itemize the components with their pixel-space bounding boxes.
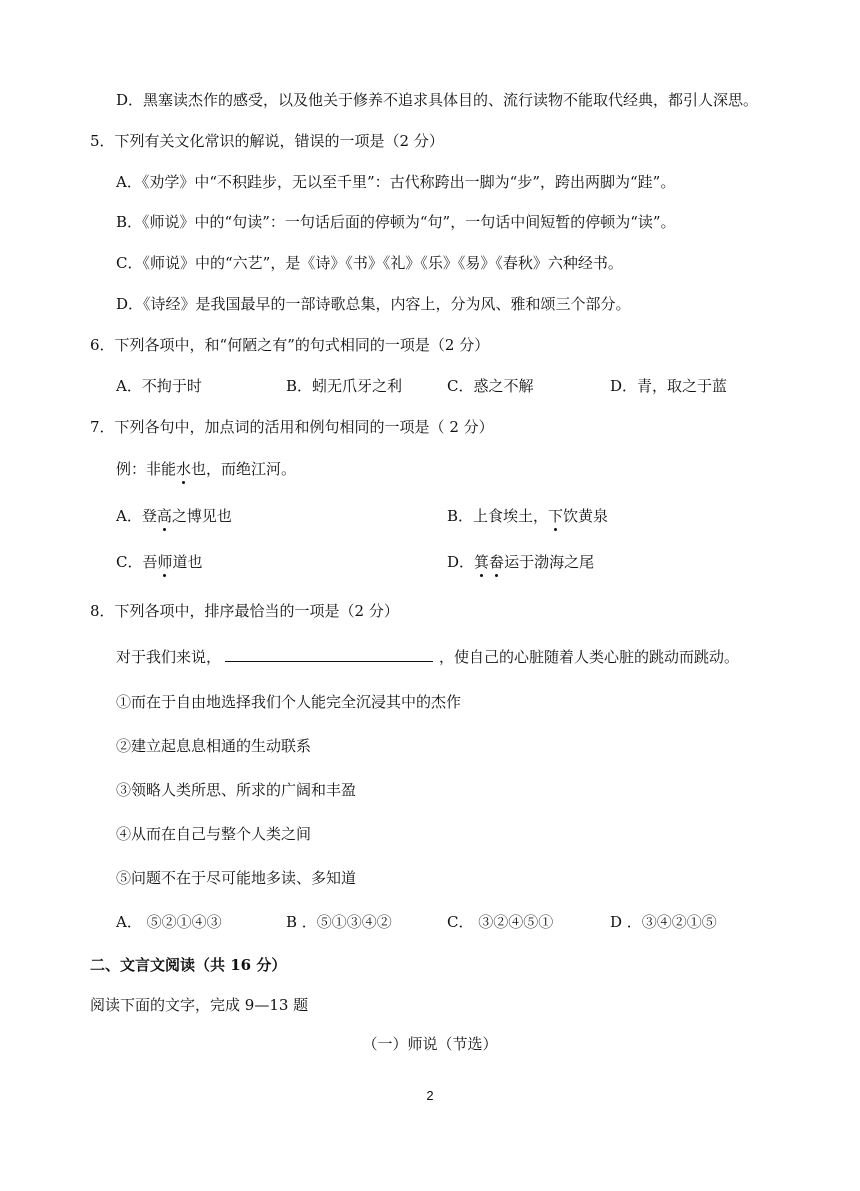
q8-option-c: C． ③②④⑤①: [447, 913, 554, 931]
section-2-instruction: 阅读下面的文字，完成 9—13 题: [90, 996, 309, 1014]
q7-option-d: [447, 552, 594, 572]
q5-option-b: B．《师说》中的“句读”：一句话后面的停顿为“句”，一句话中间短暂的停顿为“读”。: [116, 213, 676, 231]
q8-item-5: ⑤问题不在于尽可能地多读、多知道: [116, 869, 357, 887]
q5-option-c: C．《师说》中的“六艺”，是《诗》《书》《礼》《乐》《易》《春秋》六种经书。: [116, 254, 623, 272]
q8-sentence: [116, 647, 739, 667]
q7-option-a-post: 之博见也: [171, 507, 232, 525]
q4-option-d: D．黑塞读杰作的感受，以及他关于修养不追求具体目的、流行读物不能取代经典，都引人深思。: [116, 91, 759, 109]
q7-option-c-dotted-word: 师: [157, 553, 173, 571]
q8-item-4: ④从而在自己与整个人类之间: [116, 825, 312, 843]
q7-option-c-pre: C．吾: [116, 553, 158, 571]
q6-option-a: A．不拘于时: [116, 377, 202, 395]
q7-example: [116, 459, 296, 479]
q7-stem: 7．下列各句中，加点词的活用和例句相同的一项是（ 2 分）: [90, 418, 494, 436]
q6-option-b: B．蚓无爪牙之利: [286, 377, 403, 395]
q8-item-2: ②建立起息息相通的生动联系: [116, 737, 312, 755]
section-2-title: 二、文言文阅读（共 16 分）: [90, 956, 287, 974]
q7-example-post: 也，而绝江河。: [191, 460, 297, 478]
q8-sentence-post: ，使自己的心脏随着人类心脏的跳动而跳动。: [439, 648, 740, 666]
q7-option-a: [116, 506, 232, 526]
q8-option-a: A． ⑤②①④③: [116, 913, 222, 931]
q7-option-a-dotted-word: 高: [156, 507, 172, 525]
q8-stem: 8．下列各项中，排序最恰当的一项是（2 分）: [90, 602, 399, 620]
q8-item-1: ①而在于自由地选择我们个人能完全沉浸其中的杰作: [116, 693, 462, 711]
q8-sentence-pre: 对于我们来说，: [116, 648, 222, 666]
q7-option-b: [447, 506, 608, 526]
q7-option-b-dotted-word: 下: [548, 507, 564, 525]
q7-option-c-post: 道也: [172, 553, 203, 571]
q7-example-pre: 例：非能: [116, 460, 177, 478]
q6-option-c: C．惑之不解: [447, 377, 534, 395]
q6-stem: 6．下列各项中，和“何陋之有”的句式相同的一项是（2 分）: [90, 336, 490, 354]
q7-option-c: [116, 552, 203, 572]
q7-example-dotted-word: 水: [176, 460, 192, 478]
q7-option-d-dotted-word-2: 畚: [489, 553, 505, 571]
q5-option-d: D．《诗经》是我国最早的一部诗歌总集，内容上，分为风、雅和颂三个部分。: [116, 295, 631, 313]
q7-option-b-pre: B．上食埃土，: [447, 507, 549, 525]
section-2-subtitle: （一）师说（节选）: [362, 1035, 498, 1053]
q8-option-d: D ．③④②①⑤: [610, 913, 717, 931]
q7-option-d-post: 运于渤海之尾: [504, 553, 595, 571]
q7-option-b-post: 饮黄泉: [563, 507, 609, 525]
q7-option-a-pre: A．登: [116, 507, 157, 525]
page-number: 2: [426, 1088, 434, 1103]
q8-item-3: ③领略人类所思、所求的广阔和丰盈: [116, 781, 357, 799]
q7-option-d-pre: D．: [447, 553, 475, 571]
q8-fill-blank: [225, 647, 433, 662]
q6-option-d: D．青，取之于蓝: [610, 377, 728, 395]
q8-option-b: B ．⑤①③④②: [286, 913, 392, 931]
q7-option-d-dotted-word-1: 箕: [474, 553, 490, 571]
q5-option-a: A．《劝学》中“不积跬步，无以至千里”：古代称跨出一脚为“步”，跨出两脚为“跬”。: [116, 173, 676, 191]
q5-stem: 5．下列有关文化常识的解说，错误的一项是（2 分）: [90, 132, 444, 150]
